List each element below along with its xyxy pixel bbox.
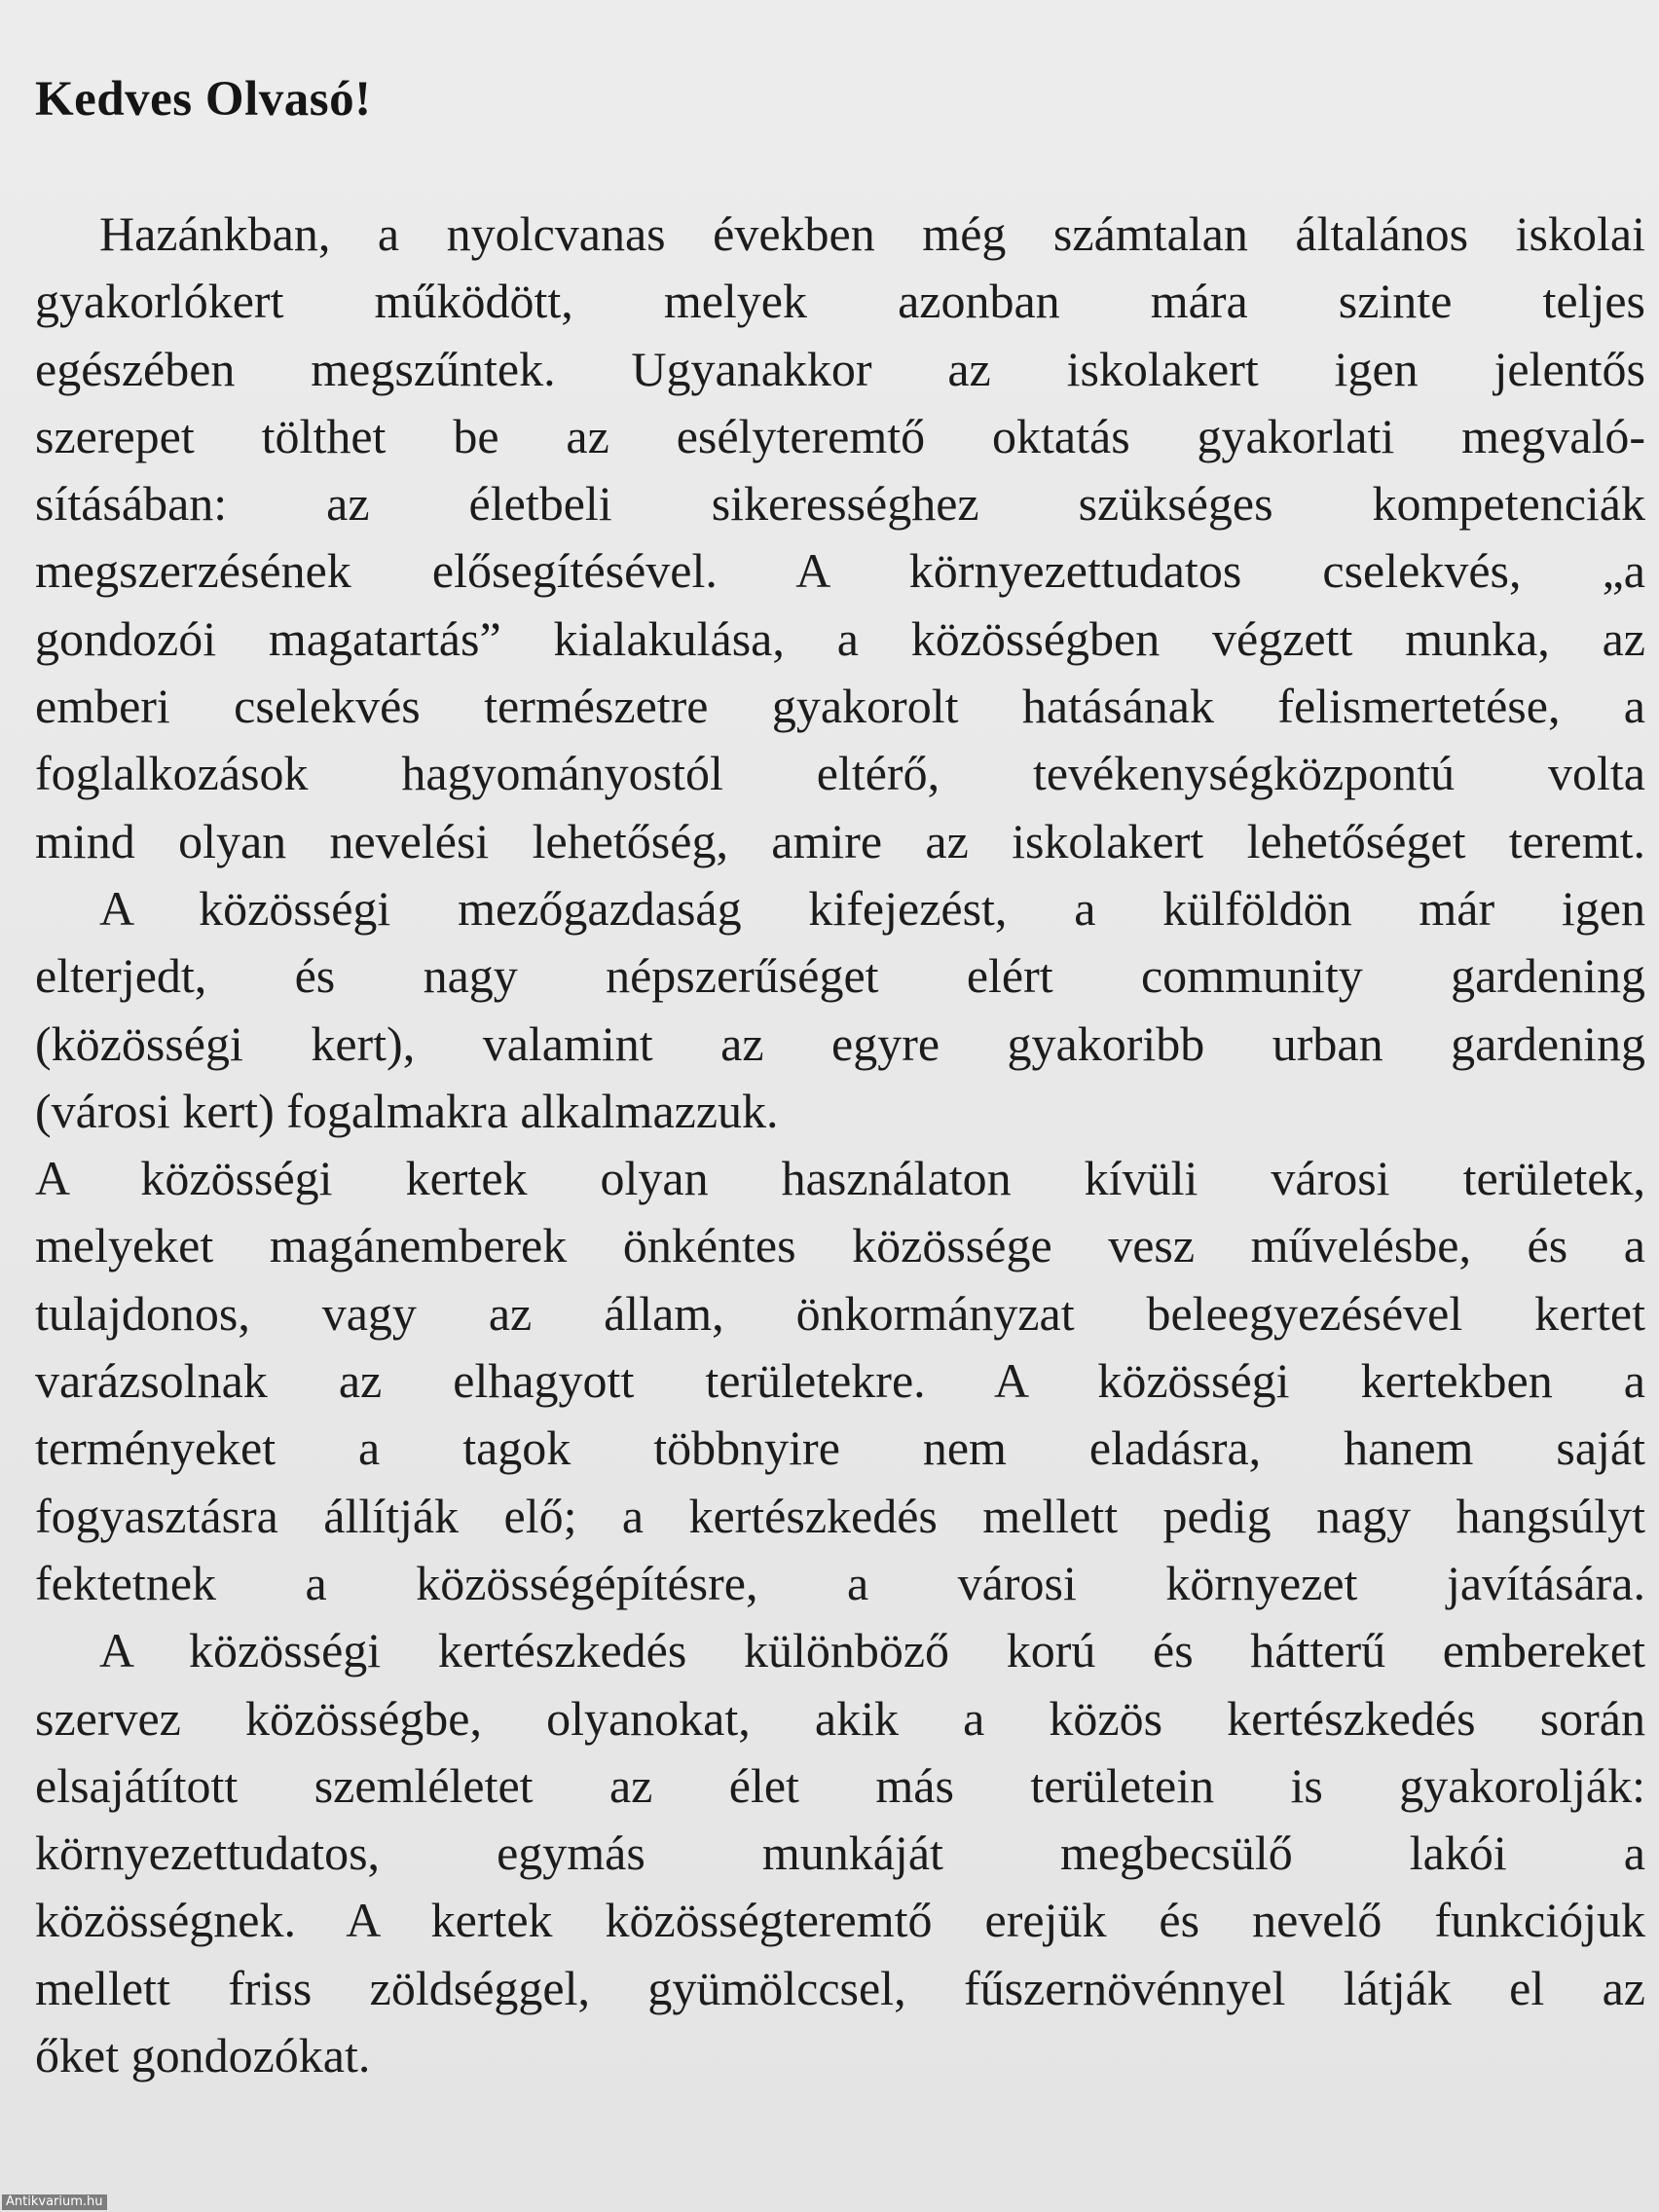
text-line: környezettudatos, egymás munkáját megbecsülő lakói a (35, 1825, 1645, 1881)
text-line: szervez közösségbe, olyanokat, akik a közös kertészkedés során (35, 1690, 1645, 1746)
text-line: sításában: az életbeli sikerességhez szükséges kompetenciák (35, 476, 1645, 532)
text-line: A közösségi kertészkedés különböző korú és hátterű embereket (99, 1623, 1645, 1678)
watermark: Antikvarium.hu (2, 2194, 107, 2210)
text-line: elterjedt, és nagy népszerűséget elért community gardening (35, 948, 1645, 1004)
text-line: mellett friss zöldséggel, gyümölccsel, fűszernövénnyel látják el az (35, 1960, 1645, 2015)
text-line: foglalkozások hagyományostól eltérő, tevékenységközpontú volta (35, 746, 1645, 801)
text-line: (városi kert) fogalmakra alkalmazzuk. (35, 1083, 779, 1138)
text-line: fektetnek a közösségépítésre, a városi környezet javítására. (35, 1555, 1645, 1610)
text-line: megszerzésének elősegítésével. A környezettudatos cselekvés, „a (35, 543, 1645, 599)
text-line: közösségnek. A kertek közösségteremtő erejük és nevelő funkciójuk (35, 1893, 1645, 1948)
text-line: A közösségi mezőgazdaság kifejezést, a külföldön már igen (99, 880, 1645, 936)
text-line: A közösségi kertek olyan használaton kívüli városi területek, (35, 1151, 1645, 1206)
body-text (35, 201, 1645, 2089)
text-line: gondozói magatartás” kialakulása, a közösségben végzett munka, az (35, 610, 1645, 666)
page-heading: Kedves Olvasó! (35, 72, 372, 127)
text-line: melyeket magánemberek önkéntes közössége vesz művelésbe, és a (35, 1218, 1645, 1273)
text-line: őket gondozókat. (35, 2028, 371, 2083)
text-line: szerepet tölthet be az esélyteremtő oktatás gyakorlati megvaló- (35, 408, 1645, 463)
text-line: varázsolnak az elhagyott területekre. A közösségi kertekben a (35, 1353, 1645, 1409)
text-line: (közösségi kert), valamint az egyre gyakoribb urban gardening (35, 1015, 1645, 1071)
text-line: elsajátított szemléletet az élet más területein is gyakorolják: (35, 1757, 1645, 1813)
text-line: mind olyan nevelési lehetőség, amire az iskolakert lehetőséget teremt. (35, 813, 1645, 868)
text-line: emberi cselekvés természetre gyakorolt hatásának felismertetése, a (35, 679, 1645, 734)
text-line: fogyasztásra állítják elő; a kertészkedés mellett pedig nagy hangsúlyt (35, 1488, 1645, 1543)
text-line: gyakorlókert működött, melyek azonban mára szinte teljes (35, 274, 1645, 329)
text-line: Hazánkban, a nyolcvanas években még számtalan általános iskolai (99, 206, 1645, 261)
text-line: terményeket a tagok többnyire nem eladásra, hanem saját (35, 1420, 1645, 1476)
text-line: egészében megszűntek. Ugyanakkor az iskolakert igen jelentős (35, 341, 1645, 396)
text-line: tulajdonos, vagy az állam, önkormányzat beleegyezésével kertet (35, 1285, 1645, 1341)
